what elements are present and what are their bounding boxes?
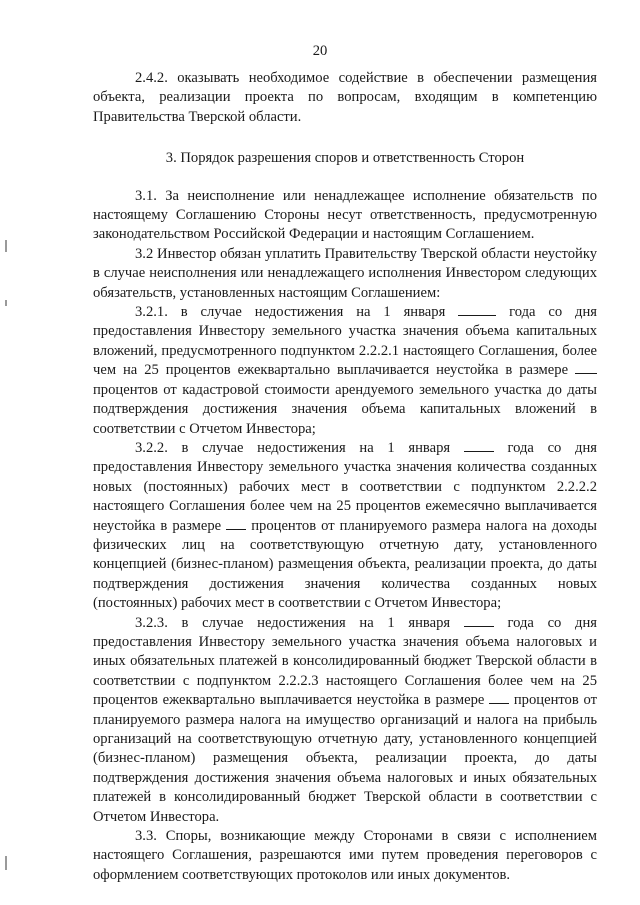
blank-year <box>464 451 494 452</box>
paragraph-3-2-2-part-c: процентов от планируемого размера налога на доходы физических лиц на соответствующую отчетную дату, установленного концепцией (бизнес-планом) размещения объекта, реализации проекта, до даты подтверждения достижения значения количества созданных новых (постоянных) рабочих мест в соответствии с Отчетом Инвестора; <box>93 517 597 612</box>
blank-percent <box>575 373 597 374</box>
paragraph-3-3: 3.3. Споры, возникающие между Сторонами в связи с исполнением настоящего Соглашения, разрешаются ими путем проведения переговоров с оформлением соответствующих протоколов или иных документов. <box>93 828 597 883</box>
paragraph-3-2-1-part-b: года со дня предоставления Инвестору земельного участка значения объема капитальных вложений, предусмотренного подпунктом 2.2.2.1 настоящего Соглашения, более чем на 25 процентов ежеквартально выплачивается неустойка в размере <box>93 304 598 379</box>
blank-year <box>464 626 494 627</box>
paragraph-2-4-2: 2.4.2. оказывать необходимое содействие в обеспечении размещения объекта, реализации проекта по вопросам, входящим в компетенцию Правительства Тверской области. <box>93 70 597 125</box>
blank-percent <box>226 529 246 530</box>
paragraph-3-2-3-part-c: процентов от планируемого размера налога на имущество организаций и налога на прибыль организаций на соответствующую отчетную дату, установленного концепцией (бизнес-планом) размещения объекта, реализации проекта, до даты подтверждения достижения значения объема налоговых и иных обязательных платежей в консолидированный бюджет Тверской области в соответствии с Отчетом Инвестора. <box>93 692 597 825</box>
document-body <box>93 69 597 885</box>
section-heading-3: 3. Порядок разрешения споров и ответственность Сторон <box>165 150 525 167</box>
paragraph-3-2-2 <box>93 439 597 614</box>
paragraph-3-2-1 <box>93 303 597 439</box>
scan-margin-mark <box>5 856 7 870</box>
paragraph-3-2-1-part-a: 3.2.1. в случае недостижения на 1 января <box>135 304 446 321</box>
scan-margin-mark <box>5 240 7 252</box>
blank-percent <box>489 703 509 704</box>
paragraph-3-2-1-part-c: процентов от кадастровой стоимости арендуемого земельного участка до даты подтверждения достижения значения объема капитальных вложений в соответствии с Отчетом Инвестора; <box>93 381 597 437</box>
paragraph-3-1: 3.1. За неисполнение или ненадлежащее исполнение обязательств по настоящему Соглашению Стороны несут ответственность, предусмотренную законодательством Российской Федерации и настоящим Соглашением. <box>93 187 597 243</box>
paragraph-3-2-2-part-b: года со дня предоставления Инвестору земельного участка значения количества созданных новых (постоянных) рабочих мест в соответствии с подпунктом 2.2.2.2 настоящего Соглашения более чем на 25 процентов ежемесячно выплачивается неустойка в размере <box>93 439 597 534</box>
paragraph-3-2-2-part-a: 3.2.2. в случае недостижения на 1 января <box>135 439 451 456</box>
page-number: 20 <box>312 43 328 59</box>
paragraph-3-2-3 <box>93 614 597 827</box>
blank-year <box>458 315 496 316</box>
paragraph-3-2: 3.2 Инвестор обязан уплатить Правительству Тверской области неустойку в случае неисполнения или ненадлежащего исполнения Инвестором следующих обязательств, установленных настоящим Соглашением: <box>93 245 597 301</box>
scan-margin-mark <box>5 300 7 306</box>
paragraph-3-2-3-part-b: года со дня предоставления Инвестору земельного участка значения объема налоговых и иных обязательных платежей в консолидированный бюджет Тверской области в соответствии с подпунктом 2.2.2.3 настоящего Соглашения более чем на 25 процентов ежеквартально выплачивается неустойка в размере <box>93 614 597 709</box>
paragraph-3-2-3-part-a: 3.2.3. в случае недостижения на 1 января <box>135 614 451 631</box>
